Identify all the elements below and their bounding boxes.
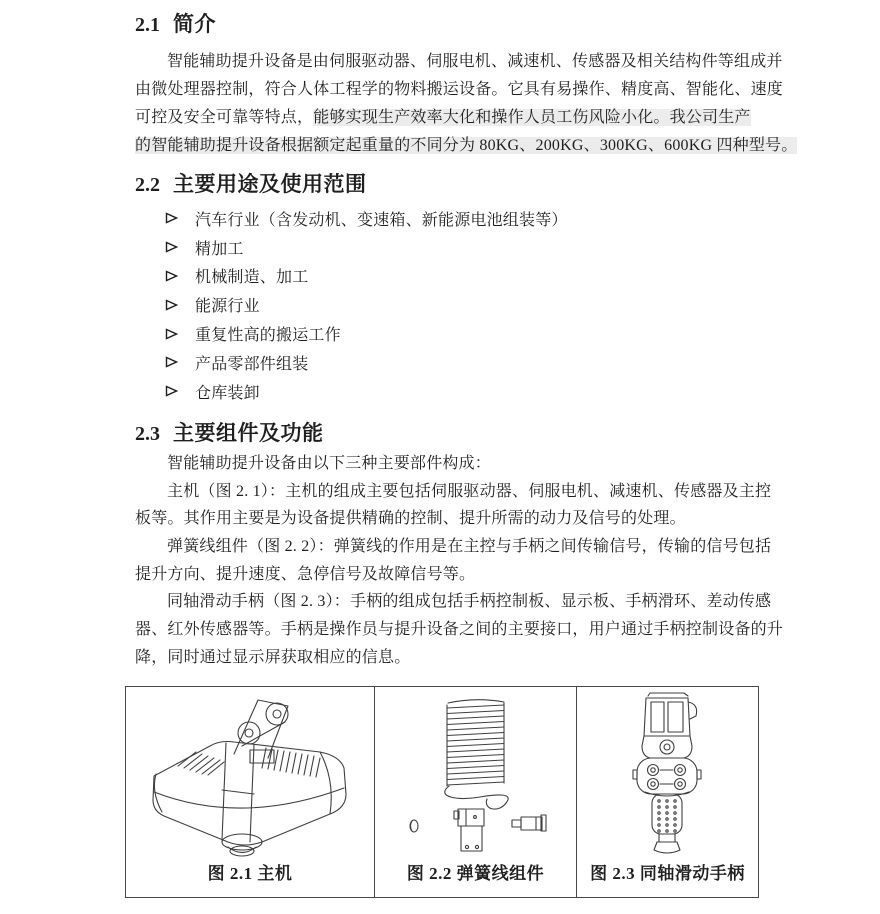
spring-cable-drawing — [400, 693, 552, 857]
paragraph-line: 器、红外传感器等。手柄是操作员与提升设备之间的主要接口，用户通过手柄控制设备的升 — [135, 621, 784, 639]
usage-list — [135, 204, 767, 406]
arrow-bullet-icon — [165, 212, 195, 224]
paragraph-line: 提升方向、提升速度、急停信号及故障信号等。 — [135, 565, 476, 583]
arrow-bullet-icon — [165, 270, 195, 282]
paragraph-line: 板等。其作用主要是为设备提供精确的控制、提升所需的动力及信号的处理。 — [135, 510, 686, 528]
paragraph-line: 同轴滑动手柄（图 2. 3）：手柄的组成包括手柄控制板、显示板、手柄滑环、差动传感 — [167, 593, 772, 611]
figure-caption: 图 2.2 弹簧线组件 — [406, 864, 545, 883]
section-title: 简介 — [173, 12, 216, 36]
list-item — [135, 319, 767, 348]
arrow-bullet-icon — [165, 328, 195, 340]
list-item — [135, 262, 767, 291]
list-item-label: 仓库装卸 — [195, 384, 260, 402]
list-item-label: 机械制造、加工 — [195, 269, 309, 287]
arrow-bullet-icon — [165, 241, 195, 253]
main-unit-figure — [126, 687, 374, 859]
section-heading-2-1 — [135, 11, 767, 38]
arrow-bullet-icon — [165, 299, 195, 311]
list-item-label: 精加工 — [195, 240, 244, 258]
paragraph-line: 智能辅助提升设备是由伺服驱动器、伺服电机、减速机、传感器及相关结构件等组成并 — [167, 53, 783, 70]
paragraph-line: 主机（图 2. 1）：主机的组成主要包括伺服驱动器、伺服电机、减速机、传感器及主控 — [167, 482, 772, 500]
list-item-label: 汽车行业（含发动机、变速箱、新能源电池组装等） — [195, 211, 568, 229]
main-unit-drawing — [138, 690, 362, 859]
section-number: 2.1 — [135, 14, 160, 36]
spring-cable-figure — [375, 687, 576, 859]
paragraph-line: 弹簧线组件（图 2. 2）：弹簧线的作用是在主控与手柄之间传输信号，传输的信号包括 — [167, 538, 772, 556]
figure-caption: 图 2.1 主机 — [207, 864, 293, 883]
list-item — [135, 204, 767, 233]
handle-figure — [577, 687, 758, 859]
arrow-bullet-icon — [165, 385, 195, 397]
section-title: 主要用途及使用范围 — [173, 172, 367, 196]
section-number: 2.3 — [135, 423, 160, 445]
section-heading-2-2 — [135, 171, 767, 198]
paragraph-line: 的智能辅助提升设备根据额定起重量的不同分为 80KG、200KG、300KG、600KG 四种型号。 — [135, 137, 798, 154]
list-item-label: 重复性高的搬运工作 — [195, 327, 341, 345]
figure-cell-main-unit — [126, 687, 374, 897]
figure-table — [125, 686, 759, 898]
list-item-label: 产品零部件组装 — [195, 355, 309, 373]
section-title: 主要组件及功能 — [173, 421, 324, 445]
components-paragraphs — [135, 450, 784, 672]
paragraph-line: 由微处理器控制，符合人体工程学的物料搬运设备。它具有易操作、精度高、智能化、速度 — [135, 81, 784, 98]
list-item — [135, 377, 767, 406]
figure-cell-spring-cable — [374, 687, 576, 897]
list-item-label: 能源行业 — [195, 298, 260, 316]
paragraph-line: 智能辅助提升设备由以下三种主要部件构成： — [167, 455, 492, 472]
list-item — [135, 233, 767, 262]
figure-cell-handle — [576, 687, 758, 897]
section-heading-2-3 — [135, 420, 767, 447]
arrow-bullet-icon — [165, 356, 195, 368]
list-item — [135, 348, 767, 377]
paragraph-line: 可控及安全可靠等特点，能够实现生产效率大化和操作人员工伤风险小化。我公司生产 — [135, 109, 751, 126]
figure-caption: 图 2.3 同轴滑动手柄 — [590, 864, 745, 883]
list-item — [135, 290, 767, 319]
section-number: 2.2 — [135, 174, 160, 196]
coaxial-sliding-handle-drawing — [612, 692, 724, 858]
paragraph-line: 降，同时通过显示屏获取相应的信息。 — [135, 648, 411, 666]
intro-paragraph — [135, 48, 798, 160]
